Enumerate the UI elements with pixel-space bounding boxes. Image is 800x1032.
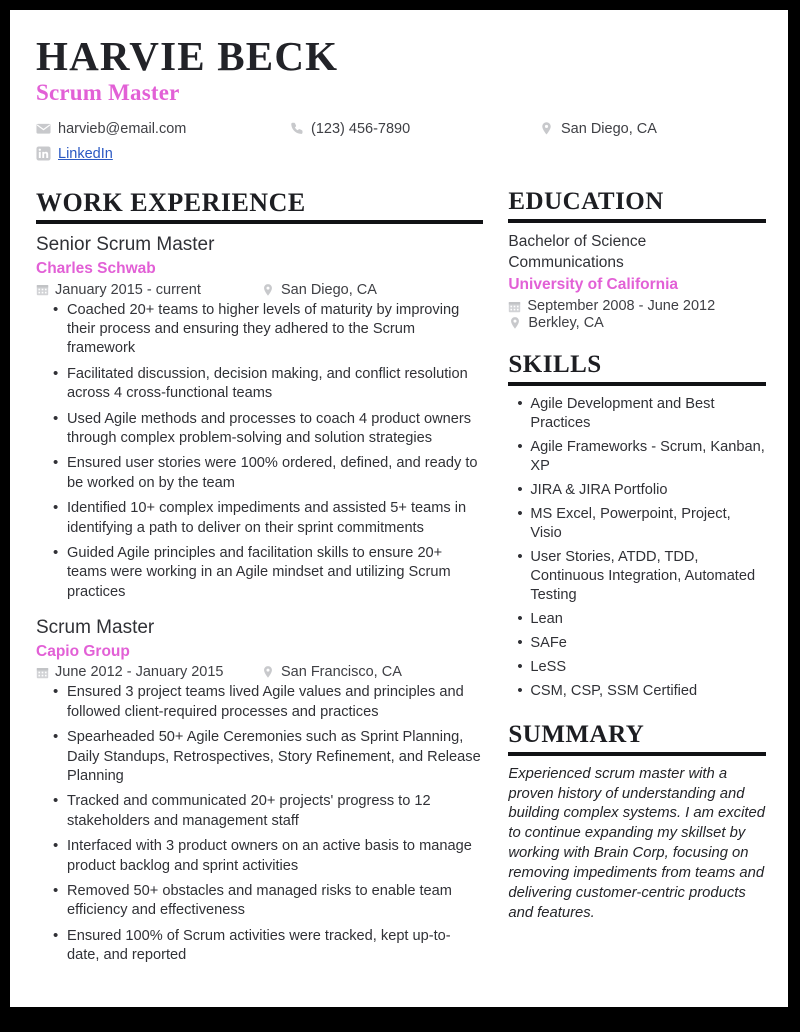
list-item: • Ensured 3 project teams lived Agile values and principles and followed client-required processes and practices — [67, 683, 483, 722]
candidate-job-title: Scrum Master — [36, 80, 180, 106]
list-item: • Used Agile methods and processes to coach 4 product owners through complex problem-solving and solution strategies — [67, 410, 483, 449]
contact-phone-label: (123) 456-7890 — [311, 120, 411, 137]
work-entry-dates — [36, 282, 261, 298]
location-pin-icon — [539, 121, 554, 136]
contact-row-secondary — [36, 141, 766, 166]
list-item: • User Stories, ATDD, TDD, Continuous Integration, Automated Testing — [530, 548, 766, 605]
education-location — [508, 315, 766, 331]
contact-email-label: harvieb@email.com — [58, 120, 187, 137]
right-column — [508, 188, 766, 971]
contact-email[interactable] — [36, 121, 289, 137]
work-entry-organization: Capio Group — [36, 642, 130, 660]
calendar-icon — [36, 666, 49, 679]
list-item: • Spearheaded 50+ Agile Ceremonies such as Sprint Planning, Daily Standups, Retrospectives, Story Refinement, and Release Planning — [67, 728, 483, 786]
work-entry-location — [261, 664, 402, 680]
section-divider — [508, 752, 766, 756]
work-entry-title: Senior Scrum Master — [36, 234, 215, 256]
list-item: • Agile Frameworks - Scrum, Kanban, XP — [530, 438, 766, 476]
work-entry-dates-label: June 2012 - January 2015 — [55, 664, 224, 681]
work-entry-organization: Charles Schwab — [36, 260, 156, 278]
candidate-name: HARVIE BECK — [36, 33, 339, 79]
contact-row-primary — [36, 116, 766, 141]
list-item: • LeSS — [530, 658, 766, 677]
contact-linkedin-label[interactable]: LinkedIn — [58, 145, 113, 162]
section-education — [508, 188, 766, 331]
resume-body — [32, 188, 766, 971]
education-degree-line-1: Bachelor of Science — [508, 233, 647, 251]
section-work-experience — [36, 188, 483, 965]
section-title-education: EDUCATION — [508, 188, 664, 216]
list-item: • Interfaced with 3 product owners on an active basis to manage product backlog and sprint activities — [67, 837, 483, 876]
contact-location — [539, 121, 759, 137]
work-entry-location-label: San Diego, CA — [281, 281, 377, 298]
section-divider — [508, 219, 766, 223]
contact-linkedin[interactable] — [36, 146, 113, 162]
section-title-summary: SUMMARY — [508, 720, 645, 748]
section-title-work-experience: WORK EXPERIENCE — [36, 188, 306, 218]
list-item: • Ensured user stories were 100% ordered, defined, and ready to be worked on by the team — [67, 454, 483, 493]
skills-list — [508, 395, 766, 701]
work-entry-bullets — [36, 301, 483, 603]
summary-text: Experienced scrum master with a proven history of understanding and building complex systems. I am excited to continue expanding my skillset by working with Brain Corp, focusing on removing impediments from teams and delivering customer-centric products and features. — [508, 765, 765, 921]
work-entry-location — [261, 282, 377, 298]
section-summary — [508, 721, 766, 924]
column-gap — [483, 188, 508, 971]
resume-header — [32, 34, 766, 166]
work-entry-bullets — [36, 683, 483, 965]
location-pin-icon — [261, 283, 275, 297]
envelope-icon — [36, 121, 51, 136]
work-entry-title: Scrum Master — [36, 617, 155, 639]
calendar-icon — [508, 300, 521, 313]
list-item: • Identified 10+ complex impediments and assisted 5+ teams in identifying a path to deliver on their sprint commitments — [67, 499, 483, 538]
work-entry — [36, 233, 483, 602]
list-item: • Facilitated discussion, decision making, and conflict resolution across 4 cross-functional teams — [67, 365, 483, 404]
linkedin-icon — [36, 146, 51, 161]
list-item: • SAFe — [530, 634, 766, 653]
list-item: • JIRA & JIRA Portfolio — [530, 481, 766, 500]
education-location-label: Berkley, CA — [528, 315, 604, 332]
education-institution: University of California — [508, 276, 679, 294]
list-item: • Coached 20+ teams to higher levels of maturity by improving their process and ensuring they adhered to the Scrum framework — [67, 301, 483, 359]
section-skills — [508, 351, 766, 701]
list-item: • Tracked and communicated 20+ projects' progress to 12 stakeholders and management staff — [67, 792, 483, 831]
location-pin-icon — [261, 665, 275, 679]
section-title-skills: SKILLS — [508, 351, 602, 379]
education-dates — [508, 298, 766, 314]
phone-icon — [289, 121, 304, 136]
location-pin-icon — [508, 316, 522, 330]
education-dates-label: September 2008 - June 2012 — [527, 298, 716, 315]
list-item: • MS Excel, Powerpoint, Project, Visio — [530, 505, 766, 543]
list-item: • Lean — [530, 610, 766, 629]
contact-phone[interactable] — [289, 121, 539, 137]
list-item: • Ensured 100% of Scrum activities were tracked, kept up-to-date, and reported — [67, 927, 483, 966]
contact-location-label: San Diego, CA — [561, 120, 657, 137]
work-entry-meta — [36, 282, 483, 298]
left-column — [32, 188, 483, 971]
list-item: • CSM, CSP, SSM Certified — [530, 682, 766, 701]
list-item: • Guided Agile principles and facilitation skills to ensure 20+ teams were working in an Agile mindset and utilizing Scrum practices — [67, 544, 483, 602]
calendar-icon — [36, 283, 49, 296]
work-entry-meta — [36, 664, 483, 680]
list-item: • Agile Development and Best Practices — [530, 395, 766, 433]
work-entry-dates-label: January 2015 - current — [55, 281, 201, 298]
section-divider — [508, 382, 766, 386]
work-entry — [36, 616, 483, 965]
education-degree-line-2: Communications — [508, 254, 624, 272]
resume-page — [10, 10, 788, 1007]
section-divider — [36, 220, 483, 224]
work-entry-dates — [36, 664, 261, 680]
work-entry-location-label: San Francisco, CA — [281, 664, 402, 681]
list-item: • Removed 50+ obstacles and managed risks to enable team efficiency and effectiveness — [67, 882, 483, 921]
